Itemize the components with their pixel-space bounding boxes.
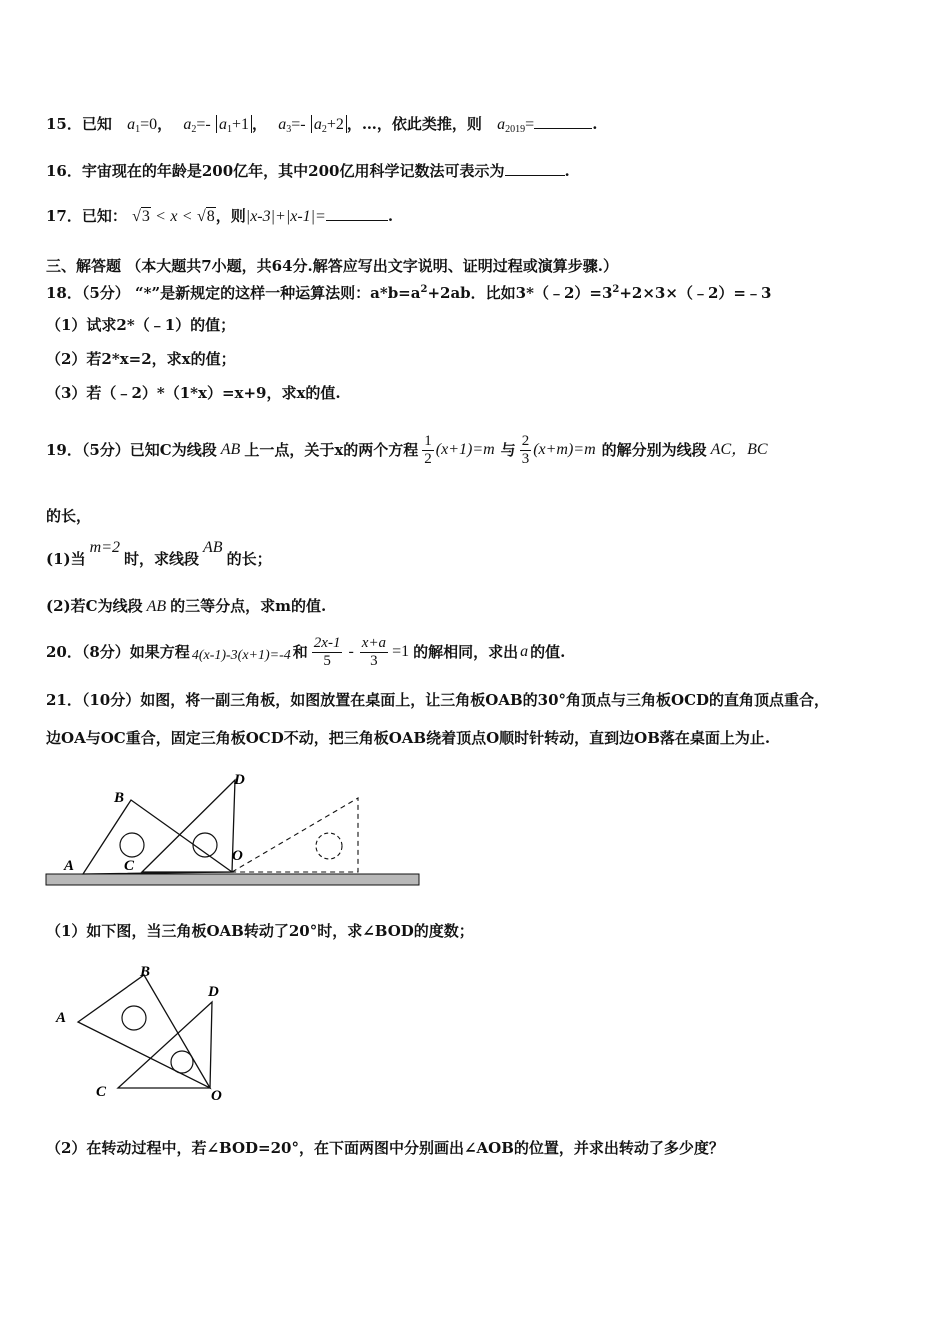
fraction-one-half: $\frac{1}{2}$ [424, 432, 432, 467]
a3-term: $a_3$ [278, 116, 292, 135]
question-17: 17．已知： √3 < x < √8，则|x-3|+|x-1|= . [46, 207, 394, 225]
question-21-line-2: 边OA与OC重合，固定三角板OCD不动，把三角板OAB绕着顶点O顺时针转动，直到边OB落在桌面上为止. [46, 729, 771, 747]
answer-blank-16[interactable] [505, 161, 565, 176]
triangle-oab-hole [122, 1006, 146, 1030]
label-d: D [234, 772, 245, 788]
fraction-x-plus-a-over-3: $\frac{x+a}{3}$ [361, 634, 387, 669]
section-3-heading: 三、解答题 （本大题共7小题，共64分.解答应写出文字说明、证明过程或演算步骤.） [46, 257, 618, 275]
question-19: 19．（5分）已知C为线段 AB 上一点，关于x的两个方程 $\frac{1}{2}$ (x+1)=m 与 $\frac{2}{3}$ (x+m)=m 的解分别为线段 AC，BC [46, 432, 768, 467]
question-19-part-2: (2)若C为线段 AB 的三等分点，求m的值. [46, 597, 327, 615]
label-a: A [64, 858, 75, 874]
question-18-part-1: （1）试求2*（﹣1）的值； [46, 316, 236, 334]
triangle-oab-hole [120, 833, 144, 857]
triangle-ocd-hole [171, 1051, 193, 1073]
label-a: A [56, 1010, 67, 1026]
sqrt-8: √8 [197, 208, 215, 225]
answer-blank-15[interactable] [534, 114, 592, 129]
triangle-ocd [142, 780, 235, 872]
desk-surface [46, 874, 419, 885]
a2019-term: $a_{2019}$ [497, 116, 526, 135]
question-19-continued: 的长， [46, 507, 92, 525]
a2-absolute-value: $a_1+1$ [216, 115, 252, 133]
question-21-part-2: （2）在转动过程中，若∠BOD=20°，在下面两图中分别画出∠AOB的位置，并求出转动了多少度？ [46, 1139, 724, 1157]
triangle-ocd [118, 1002, 212, 1088]
a1-term: $a_1$ [127, 116, 141, 135]
label-c: C [96, 1084, 107, 1100]
question-21-part-1: （1）如下图，当三角板OAB转动了20°时，求∠BOD的度数； [46, 922, 474, 940]
question-21-line-1: 21．（10分）如图，将一副三角板，如图放置在桌面上，让三角板OAB的30°角顶点与三角板OCD的直角顶点重合， [46, 691, 830, 709]
label-b: B [114, 790, 125, 806]
label-b: B [140, 964, 151, 980]
question-18: 18．（5分） “*”是新规定的这样一种运算法则：$a*b=a^2+2ab$．比如$3*(﹣2)=3^2+2\times 3\times(﹣2)=﹣3$ [46, 284, 772, 302]
question-15: 15．已知 $a_1=0$， $a_2=-$ $a_1+1$ ， $a_3=-$ $a_2+2$ ，…，依此类推，则 $a_{2019}=$ . [46, 115, 598, 135]
a3-absolute-value: $a_2+2$ [311, 115, 347, 133]
label-o: O [232, 848, 243, 864]
sqrt-3: √3 [132, 208, 150, 225]
final-position-dashed-triangle [232, 798, 358, 872]
question-18-part-2: （2）若2*x=2，求x的值； [46, 350, 236, 368]
label-o: O [211, 1088, 222, 1104]
figure-2-rotated-20-degrees [52, 960, 252, 1110]
triangle-oab-rotated [78, 975, 210, 1088]
a2-term: $a_2$ [183, 116, 197, 135]
answer-blank-17[interactable] [326, 206, 388, 221]
dashed-triangle-hole [316, 833, 342, 859]
label-c: C [124, 858, 135, 874]
label-d: D [208, 984, 219, 1000]
question-18-part-3: （3）若（﹣2）*（1*x）=x+9，求x的值. [46, 384, 341, 402]
question-20: 20．（8分）如果方程 4(x-1)-3(x+1)=-4 和 $\frac{2x-1}{5}$ - $\frac{x+a}{3}$ =1 的解相同，求出 a 的值. [46, 634, 566, 669]
fraction-2x-1-over-5: $\frac{2x-1}{5}$ [313, 634, 341, 669]
triangle-oab [83, 800, 232, 874]
question-16: 16．宇宙现在的年龄是200亿年，其中200亿用科学记数法可表示为 . [46, 162, 570, 180]
question-19-part-1: (1)当m=2时，求线段AB的长； [46, 539, 272, 568]
figure-1-triangles-on-desk [40, 770, 430, 890]
fraction-two-thirds: $\frac{2}{3}$ [521, 432, 530, 467]
